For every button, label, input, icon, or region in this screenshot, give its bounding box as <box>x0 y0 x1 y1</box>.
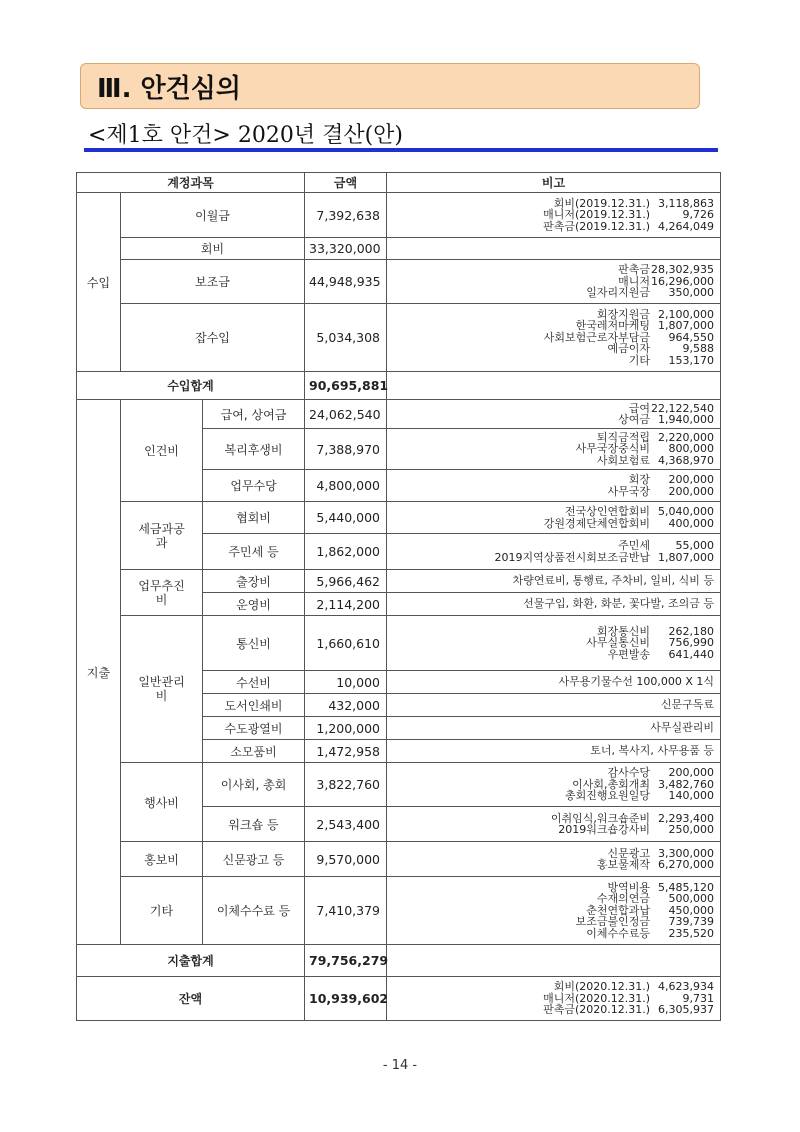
account-item: 소모품비 <box>203 740 305 763</box>
remark-value: 1,807,000 <box>658 319 715 333</box>
remark-label: 2019워크숍강사비 <box>558 823 651 836</box>
table-row <box>77 570 721 593</box>
budget-table-body <box>77 193 721 1021</box>
remark-label: 퇴직금적립 <box>596 430 651 444</box>
account-item: 통신비 <box>203 616 305 671</box>
expense-category: 인건비 <box>121 400 203 502</box>
remarks-cell <box>387 740 721 763</box>
remarks-cell <box>387 593 721 616</box>
header-account: 계정과목 <box>77 173 305 193</box>
expense-total-row <box>77 945 721 977</box>
income-total-row <box>77 372 721 400</box>
amount-cell: 4,800,000 <box>305 470 387 502</box>
remark-line <box>391 859 714 871</box>
balance-row <box>77 977 721 1021</box>
remark-value: 5,485,120 <box>658 880 715 894</box>
remark-line <box>391 506 714 518</box>
remark-value: 756,990 <box>668 636 715 650</box>
remark-label: 회비(2019.12.31.) <box>553 196 651 210</box>
amount-cell: 1,472,958 <box>305 740 387 763</box>
remark-label: 신문광고 <box>607 846 651 860</box>
account-item: 이사회, 총회 <box>203 763 305 807</box>
table-row <box>77 502 721 534</box>
remarks-cell <box>387 193 721 238</box>
title-underline <box>84 148 718 152</box>
remark-line <box>391 790 714 802</box>
remark-value: 5,040,000 <box>658 505 715 518</box>
remark-label: 2019지역상품전시회보조금반납 <box>494 550 651 564</box>
account-item: 회비 <box>121 238 305 260</box>
account-item: 주민세 등 <box>203 534 305 570</box>
account-item: 급여, 상여금 <box>203 400 305 429</box>
remark-text: 사무실관리비 <box>650 721 715 735</box>
remark-label: 사회보험근로자부담금 <box>543 330 651 344</box>
remarks-cell <box>387 717 721 740</box>
remark-label: 주민세 <box>618 539 651 552</box>
remark-line <box>391 637 714 649</box>
remark-value: 641,440 <box>668 647 715 661</box>
remark-line <box>391 626 714 638</box>
remark-value: 1,940,000 <box>658 413 715 426</box>
remark-label: 사무국장중식비 <box>575 442 651 456</box>
amount-cell: 33,320,000 <box>305 238 387 260</box>
remark-label: 감사수당 <box>607 766 651 780</box>
remarks-cell <box>387 502 721 534</box>
remark-value: 9,726 <box>682 208 715 222</box>
remark-value: 55,000 <box>675 539 715 552</box>
amount-cell: 44,948,935 <box>305 260 387 304</box>
income-total-amount: 90,695,881 <box>305 372 387 400</box>
remark-label: 판촉금(2020.12.31.) <box>543 1003 651 1017</box>
table-row <box>77 260 721 304</box>
amount-cell: 432,000 <box>305 694 387 717</box>
remarks-cell <box>387 372 721 400</box>
remark-value: 4,368,970 <box>658 453 715 467</box>
remark-value: 6,305,937 <box>658 1003 715 1017</box>
account-item: 수선비 <box>203 671 305 694</box>
remarks-cell <box>387 400 721 429</box>
remark-value: 3,300,000 <box>658 846 715 860</box>
remarks-cell <box>387 429 721 470</box>
remark-value: 22,122,540 <box>651 401 715 415</box>
remark-value: 140,000 <box>668 789 715 803</box>
header-remarks: 비고 <box>387 173 721 193</box>
remarks-cell <box>387 763 721 807</box>
remark-line <box>391 276 714 288</box>
header-amount: 금액 <box>305 173 387 193</box>
amount-cell: 1,200,000 <box>305 717 387 740</box>
remark-value: 262,180 <box>668 624 715 638</box>
amount-cell: 10,000 <box>305 671 387 694</box>
remarks-cell <box>387 534 721 570</box>
amount-cell: 1,660,610 <box>305 616 387 671</box>
account-item: 신문광고 등 <box>203 842 305 877</box>
remark-value: 800,000 <box>668 442 715 456</box>
page-number: - 14 - <box>382 1058 418 1073</box>
remarks-cell <box>387 842 721 877</box>
expense-category: 세금과공과 <box>121 502 203 570</box>
remark-label: 회장통신비 <box>596 624 651 638</box>
remark-label: 이사회,총회개최 <box>572 777 651 791</box>
remark-value: 200,000 <box>668 484 715 498</box>
table-row <box>77 238 721 260</box>
remark-line <box>391 779 714 791</box>
remark-line <box>391 518 714 530</box>
remark-value: 4,623,934 <box>658 980 715 994</box>
account-item: 출장비 <box>203 570 305 593</box>
remark-label: 사무실통신비 <box>586 636 651 650</box>
section-header <box>80 63 700 109</box>
remark-value: 9,588 <box>682 342 715 356</box>
remark-label: 한국레저마케팅 <box>575 319 651 333</box>
remark-line <box>391 414 714 426</box>
income-total-label: 수입합계 <box>77 372 305 400</box>
remark-label: 강원경제단체연합회비 <box>543 516 651 530</box>
remark-value: 153,170 <box>668 353 715 367</box>
remark-label: 사회보험료 <box>596 453 651 467</box>
remark-label: 판촉금(2019.12.31.) <box>543 219 651 233</box>
amount-cell: 24,062,540 <box>305 400 387 429</box>
table-row <box>77 877 721 945</box>
remark-label: 전국상인연합회비 <box>565 505 651 518</box>
expense-category: 기타 <box>121 877 203 945</box>
remark-value: 739,739 <box>668 915 715 929</box>
remark-line <box>391 905 714 917</box>
remark-text: 토너, 복사지, 사무용품 등 <box>590 744 715 758</box>
table-row <box>77 616 721 671</box>
budget-table <box>76 172 721 1021</box>
remark-value: 28,302,935 <box>651 263 715 277</box>
amount-cell: 3,822,760 <box>305 763 387 807</box>
remark-label: 회장지원금 <box>596 307 651 321</box>
remarks-cell <box>387 877 721 945</box>
remark-label: 홍보물제작 <box>596 858 651 871</box>
remarks-cell <box>387 694 721 717</box>
remark-label: 매니저(2020.12.31.) <box>543 991 651 1005</box>
balance-amount: 10,939,602 <box>305 977 387 1021</box>
remark-label: 수재의연금 <box>596 892 651 906</box>
amount-cell: 2,114,200 <box>305 593 387 616</box>
remark-label: 회장 <box>628 473 651 486</box>
remark-label: 기타 <box>628 353 651 367</box>
remark-label: 회비(2020.12.31.) <box>553 980 651 994</box>
remark-line <box>391 916 714 928</box>
account-item: 워크숍 등 <box>203 807 305 842</box>
table-row <box>77 400 721 429</box>
account-item: 잡수입 <box>121 304 305 372</box>
expense-label: 지출 <box>77 400 121 945</box>
amount-cell: 5,034,308 <box>305 304 387 372</box>
remark-value: 350,000 <box>668 286 715 300</box>
account-item: 운영비 <box>203 593 305 616</box>
remarks-cell <box>387 671 721 694</box>
remarks-cell <box>387 238 721 260</box>
remark-line <box>391 287 714 299</box>
table-row <box>77 842 721 877</box>
remarks-cell <box>387 570 721 593</box>
remark-label: 우편발송 <box>607 647 651 661</box>
remark-label: 매니저 <box>618 274 651 288</box>
account-item: 도서인쇄비 <box>203 694 305 717</box>
remark-value: 200,000 <box>668 473 715 486</box>
balance-label: 잔액 <box>77 977 305 1021</box>
remark-line <box>391 824 714 836</box>
expense-category: 일반관리비 <box>121 616 203 763</box>
remark-line <box>391 928 714 940</box>
remark-label: 총회진행요원일당 <box>565 789 651 803</box>
remark-line <box>391 432 714 444</box>
remark-value: 450,000 <box>668 903 715 917</box>
remark-label: 상여금 <box>618 413 651 426</box>
account-item: 이월금 <box>121 193 305 238</box>
amount-cell: 1,862,000 <box>305 534 387 570</box>
remark-line <box>391 355 714 367</box>
remark-label: 일자리지원금 <box>586 286 651 300</box>
remarks-cell <box>387 260 721 304</box>
remark-text: 선물구입, 화환, 화분, 꽃다발, 조의금 등 <box>523 597 715 611</box>
amount-cell: 7,410,379 <box>305 877 387 945</box>
remark-value: 200,000 <box>668 766 715 780</box>
remark-line <box>391 343 714 355</box>
expense-total-label: 지출합계 <box>77 945 305 977</box>
remark-line <box>391 882 714 894</box>
account-item: 보조금 <box>121 260 305 304</box>
expense-category: 업무추진비 <box>121 570 203 616</box>
remark-value: 250,000 <box>668 823 715 836</box>
remark-line <box>391 649 714 661</box>
amount-cell: 5,966,462 <box>305 570 387 593</box>
remark-line <box>391 474 714 486</box>
remark-value: 16,296,000 <box>651 274 715 288</box>
expense-category: 행사비 <box>121 763 203 842</box>
amount-cell: 7,388,970 <box>305 429 387 470</box>
table-header-row <box>77 173 721 193</box>
remark-value: 2,100,000 <box>658 307 715 321</box>
remark-value: 500,000 <box>668 892 715 906</box>
remarks-cell <box>387 616 721 671</box>
remark-label: 매니저(2019.12.31.) <box>543 208 651 222</box>
remark-value: 964,550 <box>668 330 715 344</box>
remark-line <box>391 1004 714 1016</box>
remark-label: 판촉금 <box>618 263 651 277</box>
remark-line <box>391 552 714 564</box>
remarks-cell <box>387 807 721 842</box>
remark-value: 1,807,000 <box>658 550 715 564</box>
remarks-cell <box>387 945 721 977</box>
remark-text: 신문구독료 <box>660 698 715 712</box>
remark-line <box>391 893 714 905</box>
remark-line <box>391 813 714 825</box>
remark-value: 6,270,000 <box>658 858 715 871</box>
account-item: 이체수수료 등 <box>203 877 305 945</box>
agenda-title: <제1호 안건> 2020년 결산(안) <box>88 123 404 148</box>
remarks-cell <box>387 470 721 502</box>
table-row <box>77 304 721 372</box>
remark-label: 이체수수료등 <box>586 926 651 940</box>
remark-line <box>391 332 714 344</box>
remark-value: 235,520 <box>668 926 715 940</box>
remark-text: 사무용기물수선 100,000 X 1식 <box>558 675 715 689</box>
remark-value: 2,220,000 <box>658 430 715 444</box>
remark-line <box>391 455 714 467</box>
remark-value: 3,118,863 <box>658 196 715 210</box>
remarks-cell <box>387 304 721 372</box>
expense-total-amount: 79,756,279 <box>305 945 387 977</box>
expense-category: 홍보비 <box>121 842 203 877</box>
remark-label: 사무국장 <box>607 484 651 498</box>
remark-value: 4,264,049 <box>658 219 715 233</box>
remark-text: 차량연료비, 통행료, 주차비, 일비, 식비 등 <box>512 574 715 588</box>
account-item: 업무수당 <box>203 470 305 502</box>
remark-line <box>391 486 714 498</box>
remark-value: 2,293,400 <box>658 811 715 825</box>
amount-cell: 7,392,638 <box>305 193 387 238</box>
remark-label: 이취임식,워크숍준비 <box>550 811 651 825</box>
amount-cell: 5,440,000 <box>305 502 387 534</box>
table-row <box>77 193 721 238</box>
account-item: 협회비 <box>203 502 305 534</box>
remark-label: 춘천연합과납 <box>586 903 651 917</box>
remark-line <box>391 540 714 552</box>
income-label: 수입 <box>77 193 121 372</box>
remark-value: 9,731 <box>682 991 715 1005</box>
account-item: 복리후생비 <box>203 429 305 470</box>
table-row <box>77 763 721 807</box>
remark-line <box>391 221 714 233</box>
amount-cell: 9,570,000 <box>305 842 387 877</box>
remarks-cell <box>387 977 721 1021</box>
account-item: 수도광열비 <box>203 717 305 740</box>
amount-cell: 2,543,400 <box>305 807 387 842</box>
remark-label: 보조금불인정금 <box>575 915 651 929</box>
remark-label: 예금이자 <box>607 342 651 356</box>
remark-label: 급여 <box>628 401 651 415</box>
remark-value: 400,000 <box>668 516 715 530</box>
section-header-text: Ⅲ. 안건심의 <box>97 73 241 104</box>
remark-value: 3,482,760 <box>658 777 715 791</box>
remark-label: 방역비용 <box>607 880 651 894</box>
